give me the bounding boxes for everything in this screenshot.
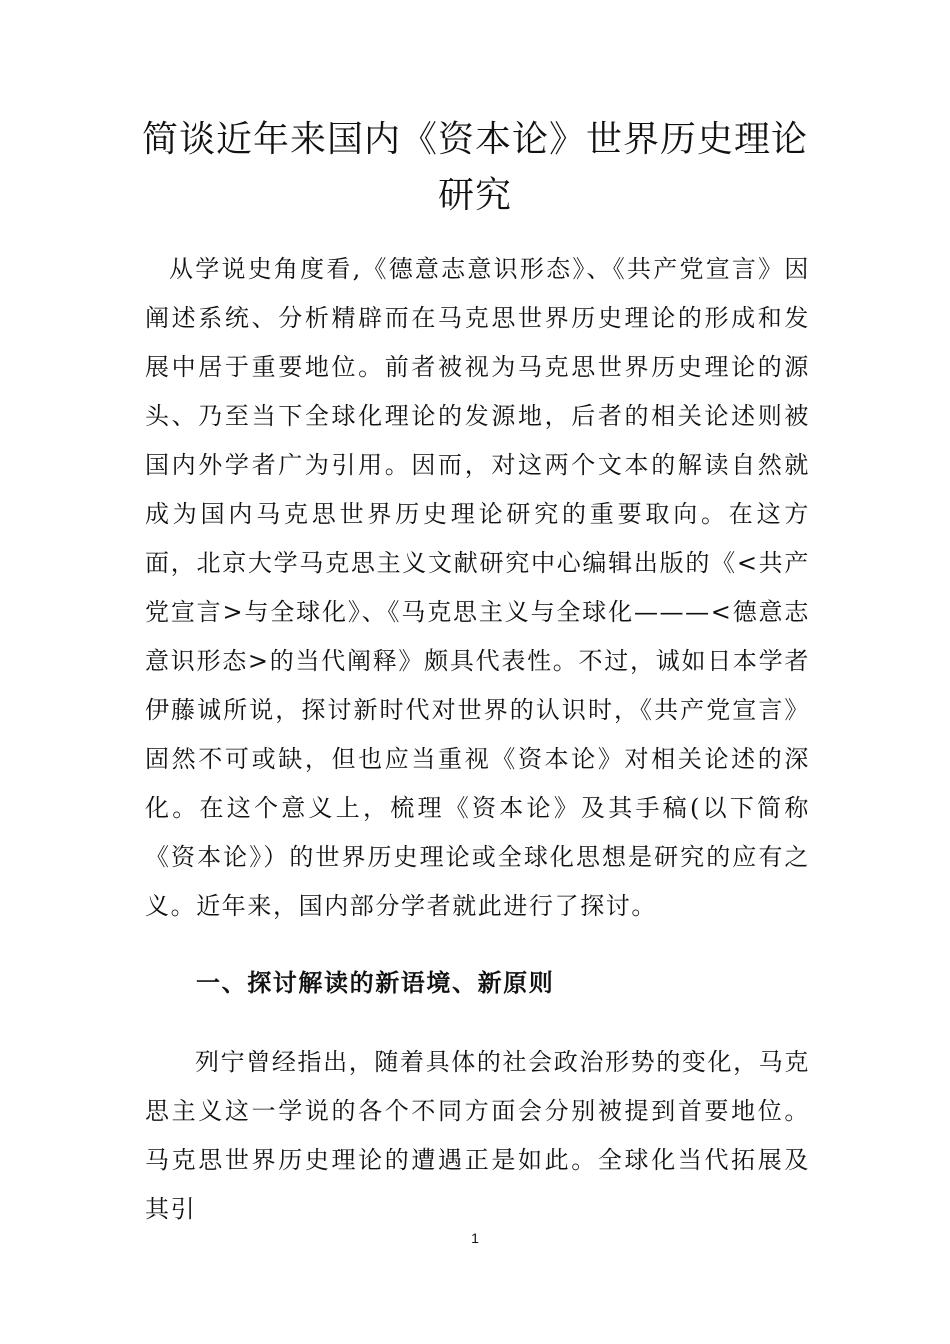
intro-paragraph: 从学说史角度看,《德意志意识形态》、《共产党宣言》因阐述系统、分析精辟而在马克思世界历史理论的形成和发展中居于重要地位。前者被视为马克思世界历史理论的源头、乃至当下全球化理论的发源地，后者的相关论述则被国内外学者广为引用。因而，对这两个文本的解读自然就成为国内马克思世界历史理论研究的重要取向。在这方面，北京大学马克思主义文献研究中心编辑出版的《<共产党宣言>与全球化》、《马克思主义与全球化———<德意志意识形态>的当代阐释》颇具代表性。不过，诚如日本学者伊藤诚所说，探讨新时代对世界的认识时，《共产党宣言》固然不可或缺，但也应当重视《资本论》对相关论述的深化。在这个意义上，梳理《资本论》及其手稿(以下简称《资本论》）的世界历史理论或全球化思想是研究的应有之义。近年来，国内部分学者就此进行了探讨。	[145, 255, 810, 920]
page-number: 1	[471, 1230, 479, 1246]
section-heading: 一、探讨解读的新语境、新原则	[196, 968, 555, 997]
document-title: 简谈近年来国内《资本论》世界历史理论研究	[141, 119, 808, 216]
section-paragraph: 列宁曾经指出，随着具体的社会政治形势的变化，马克思主义这一学说的各个不同方面会分别被提到首要地位。马克思世界历史理论的遭遇正是如此。全球化当代拓展及其引	[145, 1048, 810, 1223]
